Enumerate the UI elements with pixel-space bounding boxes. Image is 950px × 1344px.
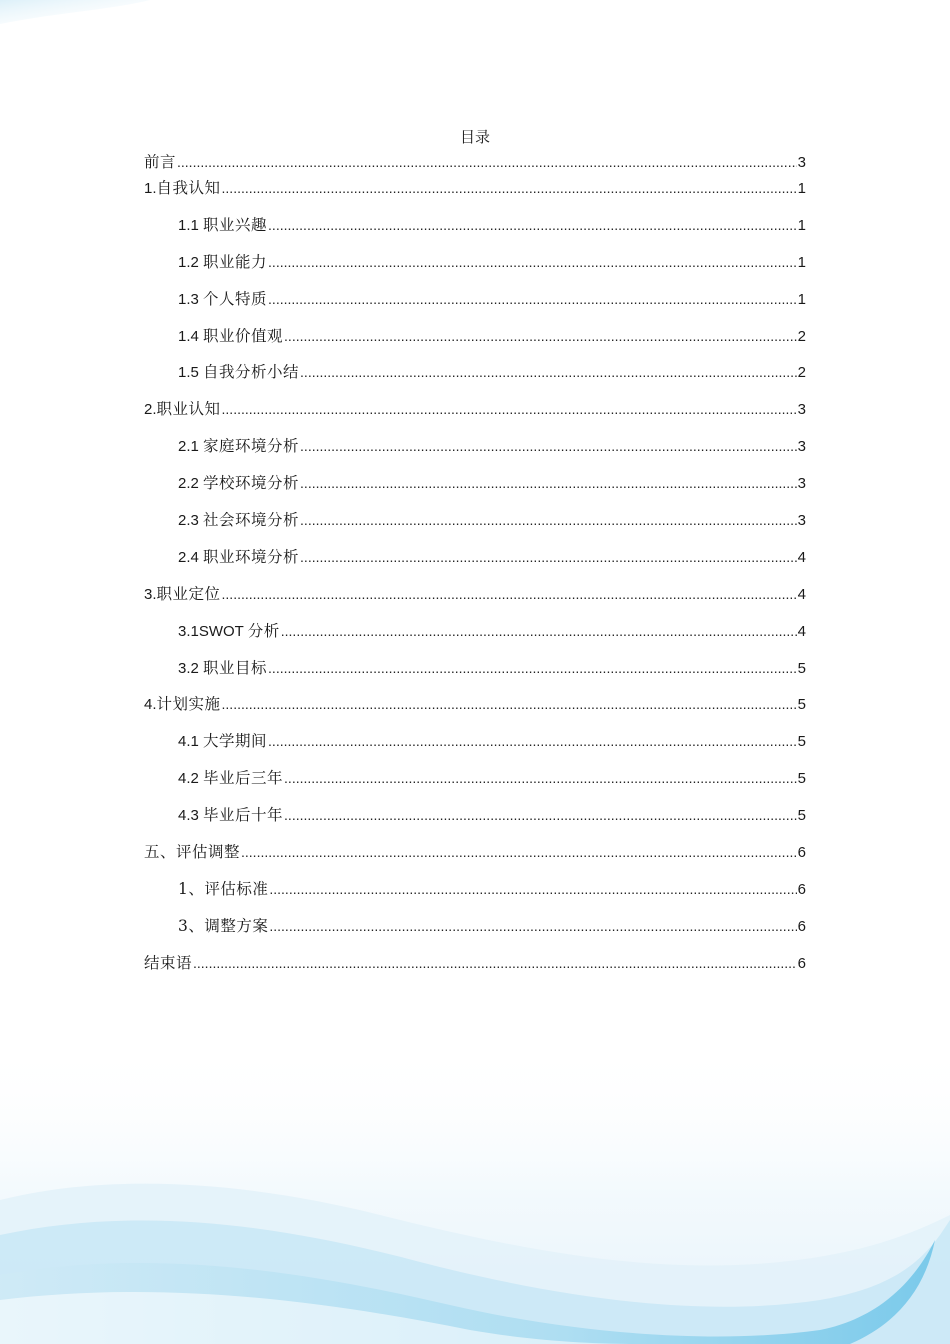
toc-page-number: 2 [797,327,806,345]
toc-entry-text: 个人特质 [203,289,268,308]
toc-entry-text: 分析 [247,621,280,640]
toc-list [144,150,806,988]
toc-page-number: 6 [797,954,806,972]
toc-page-number: 1 [797,180,806,197]
toc-page-number: 5 [797,659,806,677]
toc-entry-number: 1.3 [178,290,204,308]
top-left-wave-shape [0,0,150,24]
toc-entry-label [178,250,267,272]
toc-entry-label [178,213,267,235]
toc-entry[interactable] [144,692,806,729]
toc-entry[interactable] [144,545,806,582]
toc-entry-text: 职业价值观 [203,326,284,345]
toc-entry-text: 计划实施 [156,695,221,714]
toc-entry-text: 学校环境分析 [203,474,300,493]
toc-page-number: 3 [797,154,806,171]
toc-entry-label [178,619,280,641]
toc-entry-text: 家庭环境分析 [203,437,300,456]
toc-dot-leader [284,328,797,344]
toc-entry-text: 职业环境分析 [203,547,300,566]
toc-entry[interactable] [144,324,806,361]
toc-dot-leader [241,844,797,860]
toc-entry[interactable] [144,877,806,914]
toc-dot-leader [269,881,796,897]
toc-dot-leader [268,733,797,749]
toc-entry-label [178,545,299,567]
toc-entry[interactable] [144,434,806,471]
toc-entry-label [178,360,299,382]
toc-entry[interactable] [144,508,806,545]
toc-entry-text: 职业兴趣 [203,215,268,234]
toc-page-number: 3 [797,401,806,419]
toc-entry-label [178,471,299,493]
toc-title: 目录 [459,128,490,146]
toc-entry-number: 4.2 [178,770,204,788]
toc-dot-leader [177,154,797,170]
toc-page-number: 4 [797,622,806,640]
toc-entry[interactable] [144,360,806,397]
toc-dot-leader [300,364,797,380]
toc-page-number: 4 [797,548,806,566]
toc-page-number: 5 [797,696,806,714]
toc-entry-text: 自我认知 [156,179,221,197]
toc-entry-text: 职业能力 [203,252,268,271]
toc-entry-label [178,914,268,936]
toc-page-number: 5 [797,770,806,788]
toc-entry-text: 结束语 [144,953,193,972]
toc-dot-leader [268,254,797,270]
toc-page-number: 4 [797,585,806,603]
toc-entry-label [178,434,299,456]
toc-page-number: 6 [797,880,806,898]
toc-entry-text: 职业认知 [156,400,221,419]
toc-entry-number: 2.3 [178,512,204,530]
toc-entry-label [144,176,221,198]
toc-page-number: 6 [797,917,806,935]
toc-entry-number: 2.1 [178,438,204,456]
toc-entry-number: 1.1 [178,216,204,234]
toc-entry[interactable] [144,287,806,324]
toc-dot-leader [193,955,797,971]
toc-entry-number: 4. [144,696,157,714]
toc-entry-number: 4.3 [178,807,204,825]
toc-entry[interactable] [144,766,806,803]
toc-entry-text: 1、评估标准 [178,879,269,898]
toc-entry-label [144,951,192,973]
toc-entry-text: 毕业后十年 [203,806,284,825]
toc-dot-leader [269,918,796,934]
toc-entry-text: 3、调整方案 [178,916,269,935]
toc-entry-text: 职业定位 [156,584,221,603]
toc-dot-leader [268,660,797,676]
toc-entry-number: 1. [144,180,157,197]
toc-entry-label [144,150,176,172]
toc-entry-label [144,397,221,419]
toc-entry-label [144,582,221,604]
toc-entry[interactable] [144,803,806,840]
toc-dot-leader [284,770,797,786]
toc-page-number: 6 [797,844,806,862]
toc-dot-leader [222,180,797,196]
toc-dot-leader [300,438,797,454]
toc-entry-text: 五、评估调整 [144,843,241,862]
table-of-contents [144,124,806,988]
toc-entry[interactable] [144,213,806,250]
toc-page-number: 2 [797,364,806,382]
toc-entry-text: 毕业后三年 [203,769,284,788]
toc-dot-leader [284,807,797,823]
toc-entry-number: 1.5 [178,364,204,382]
toc-dot-leader [281,623,797,639]
toc-entry[interactable] [144,840,806,877]
toc-page-number: 3 [797,512,806,530]
toc-entry-text: 职业目标 [203,658,268,677]
toc-entry-number: 1.2 [178,253,204,271]
toc-entry[interactable] [144,729,806,766]
toc-entry[interactable] [144,582,806,619]
toc-entry-label [178,287,267,309]
toc-entry-number: 2. [144,401,157,419]
toc-entry-number: 1.4 [178,327,204,345]
toc-entry-number: 4.1 [178,733,204,751]
toc-entry-label [178,803,283,825]
toc-page-number: 5 [797,807,806,825]
toc-entry[interactable] [144,951,806,988]
toc-entry-number: 3. [144,585,157,603]
toc-entry-label [178,877,268,899]
toc-page-number: 1 [797,290,806,308]
toc-page-number: 1 [797,253,806,271]
toc-page-number: 1 [797,216,806,234]
toc-entry[interactable] [144,397,806,434]
toc-dot-leader [300,475,797,491]
toc-entry-label [178,766,283,788]
toc-entry-text: 大学期间 [203,732,268,751]
toc-entry[interactable] [144,250,806,287]
toc-entry-label [178,324,283,346]
toc-entry[interactable] [144,619,806,656]
toc-page-number: 3 [797,438,806,456]
toc-entry-label [144,840,240,862]
toc-entry-label [178,508,299,530]
toc-entry[interactable] [144,150,806,176]
toc-entry-text: 自我分析小结 [203,363,300,382]
toc-entry-text: 前言 [144,153,177,171]
toc-entry-number: 2.2 [178,475,204,493]
toc-dot-leader [300,512,797,528]
toc-entry-number: 3.2 [178,659,204,677]
toc-entry-number: 2.4 [178,548,204,566]
toc-entry[interactable] [144,914,806,951]
toc-entry-label [178,656,267,678]
toc-entry-label [178,729,267,751]
toc-entry-label [144,692,221,714]
toc-dot-leader [268,291,797,307]
toc-entry[interactable] [144,176,806,213]
toc-dot-leader [268,217,797,233]
toc-page-number: 3 [797,475,806,493]
toc-entry-text: 社会环境分析 [203,511,300,530]
toc-entry[interactable] [144,471,806,508]
toc-page-number: 5 [797,733,806,751]
toc-dot-leader [222,696,797,712]
toc-entry-number: 3.1SWOT [178,622,248,640]
toc-entry[interactable] [144,656,806,693]
toc-dot-leader [222,401,797,417]
toc-dot-leader [222,586,797,602]
toc-dot-leader [300,549,797,565]
